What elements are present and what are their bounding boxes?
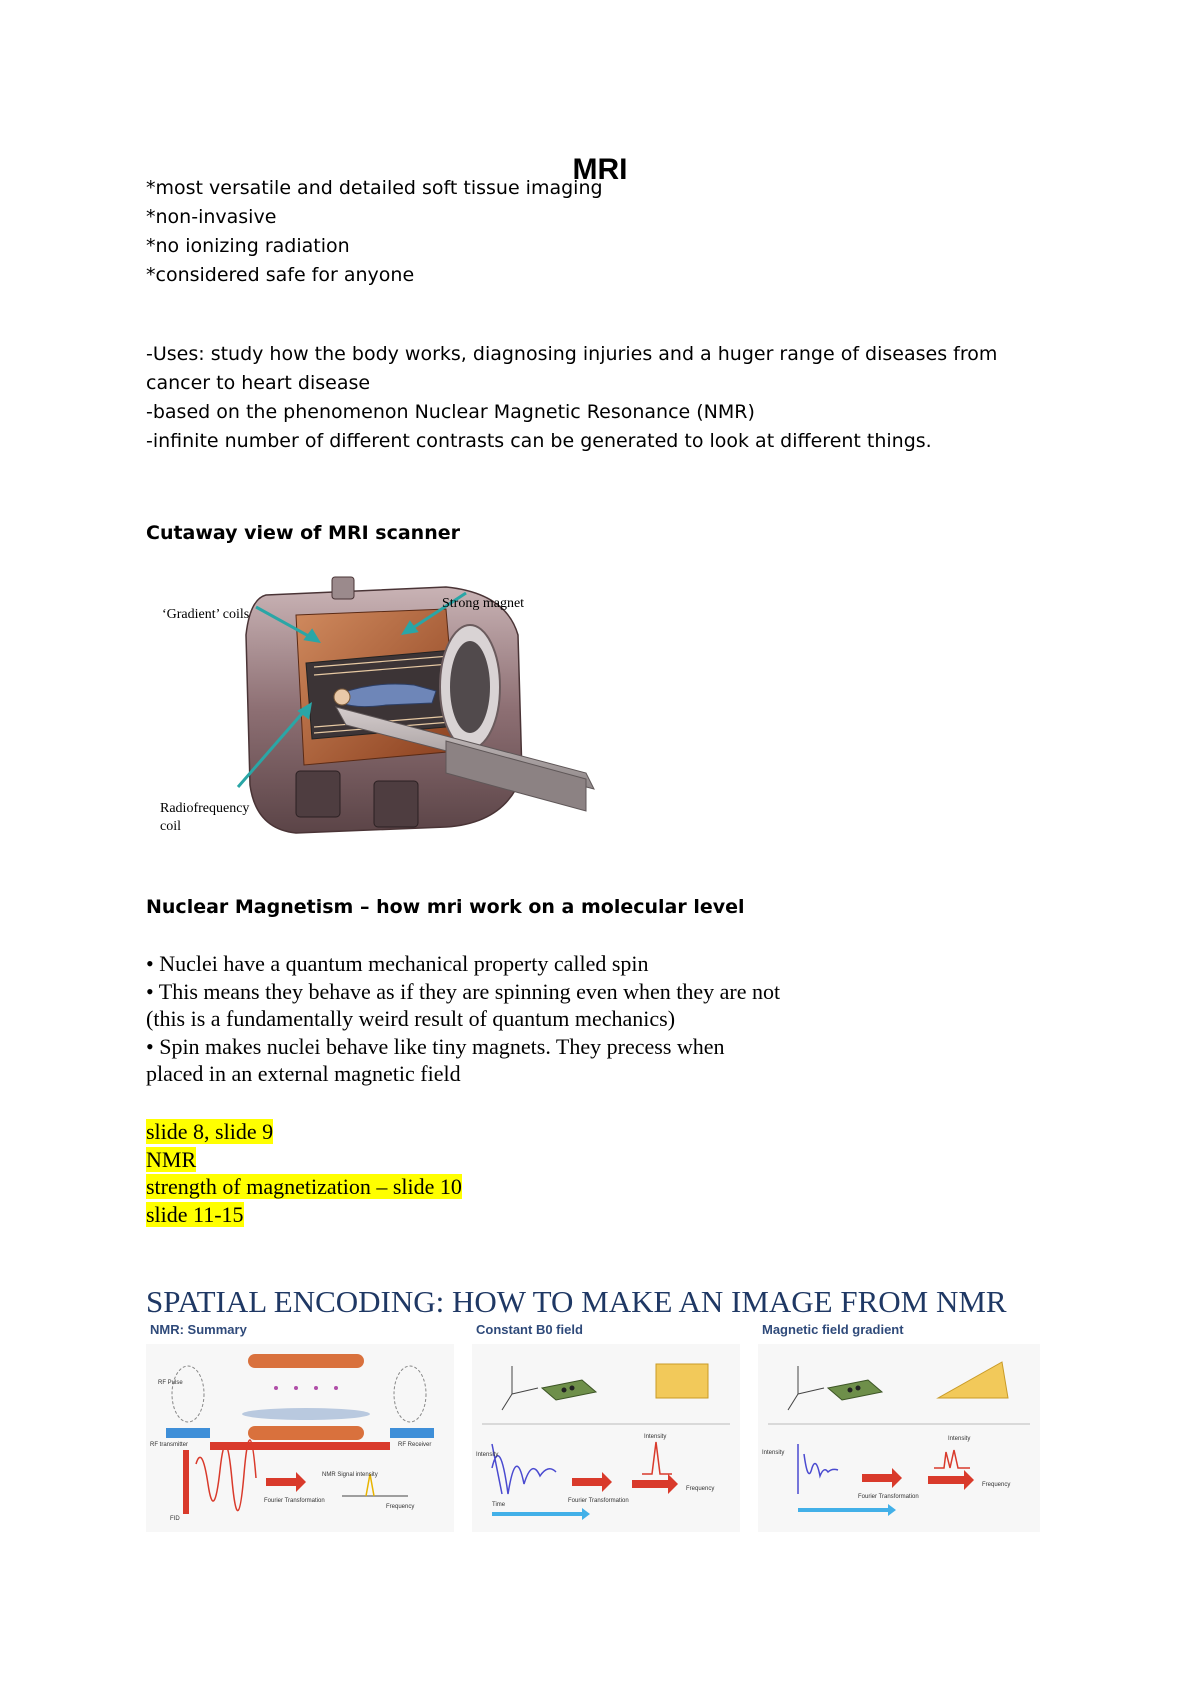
feature-list (146, 174, 1106, 290)
fid-label: FID (170, 1516, 180, 1522)
nmr-summary-figure (146, 1344, 454, 1532)
list-item: *most versatile and detailed soft tissue imaging (146, 177, 603, 199)
text-line: (this is a fundamentally weird result of quantum mechanics) (146, 1006, 676, 1031)
intensity-label: Intensity (644, 1434, 667, 1440)
highlighted-notes (146, 1118, 1106, 1228)
nuclear-heading: Nuclear Magnetism – how mri work on a molecular level (146, 896, 745, 918)
text-line: • Nuclei have a quantum mechanical property called spin (146, 951, 649, 976)
intensity-label: Intensity (476, 1452, 499, 1458)
text-line: -infinite number of different contrasts can be generated to look at different things. (146, 430, 932, 452)
constant-b0-figure (472, 1344, 740, 1532)
rf-coil-label-line: coil (160, 819, 181, 834)
panel-title: NMR: Summary (150, 1322, 247, 1337)
list-item: *non-invasive (146, 206, 277, 228)
text-line: placed in an external magnetic field (146, 1061, 461, 1086)
nmr-summary-panel (146, 1322, 454, 1532)
spatial-encoding-heading: SPATIAL ENCODING: HOW TO MAKE AN IMAGE FROM NMR (146, 1284, 1007, 1319)
highlighted-line: slide 8, slide 9 (146, 1119, 274, 1144)
highlighted-line: strength of magnetization – slide 10 (146, 1174, 462, 1199)
fourier-transformation-label: Fourier Transformation (568, 1498, 629, 1504)
text-line: cancer to heart disease (146, 372, 371, 394)
constant-b0-panel (472, 1322, 740, 1532)
frequency-label: Frequency (386, 1504, 415, 1510)
nmr-signal-label: NMR Signal intensity (322, 1472, 378, 1478)
panel-figure (472, 1344, 740, 1532)
list-item: *considered safe for anyone (146, 264, 415, 286)
gradient-coils-label: ‘Gradient’ coils (162, 607, 250, 622)
panel-figure (146, 1344, 454, 1532)
rf-transmitter-label: RF transmitter (150, 1442, 189, 1448)
text-line: -Uses: study how the body works, diagnosing injuries and a huger range of diseases from (146, 343, 998, 365)
rf-coil-label-line: Radiofrequency (160, 801, 250, 816)
panel-title: Constant B0 field (476, 1322, 583, 1337)
text-line: -based on the phenomenon Nuclear Magnetic Resonance (NMR) (146, 401, 755, 423)
rf-coil-label (160, 800, 249, 836)
rf-pulse-label: RF Pulse (158, 1380, 183, 1386)
panel-title: Magnetic field gradient (762, 1322, 904, 1337)
highlighted-line: NMR (146, 1146, 197, 1172)
frequency-label: Frequency (686, 1486, 715, 1492)
time-label: Time (492, 1502, 506, 1508)
intensity-label: Intensity (762, 1450, 785, 1456)
highlighted-line: slide 11-15 (146, 1201, 244, 1227)
text-line: • Spin makes nuclei behave like tiny magnets. They precess when (146, 1033, 725, 1059)
intensity-label: Intensity (948, 1436, 971, 1442)
cutaway-heading: Cutaway view of MRI scanner (146, 522, 460, 544)
fourier-transformation-label: Fourier Transformation (858, 1494, 919, 1500)
rf-receiver-label: RF Receiver (398, 1442, 432, 1448)
list-item: *no ionizing radiation (146, 235, 350, 257)
frequency-label: Frequency (982, 1482, 1011, 1488)
magnetic-gradient-figure (758, 1344, 1040, 1532)
page-title: MRI (572, 153, 628, 186)
uses-paragraph (146, 340, 1106, 456)
strong-magnet-label: Strong magnet (442, 596, 525, 611)
magnetic-gradient-panel (758, 1322, 1040, 1532)
text-line: • This means they behave as if they are spinning even when they are not (146, 978, 781, 1004)
fourier-transformation-label: Fourier Transformation (264, 1498, 325, 1504)
nuclear-magnetism-text (146, 950, 1106, 1088)
panel-figure (758, 1344, 1040, 1532)
